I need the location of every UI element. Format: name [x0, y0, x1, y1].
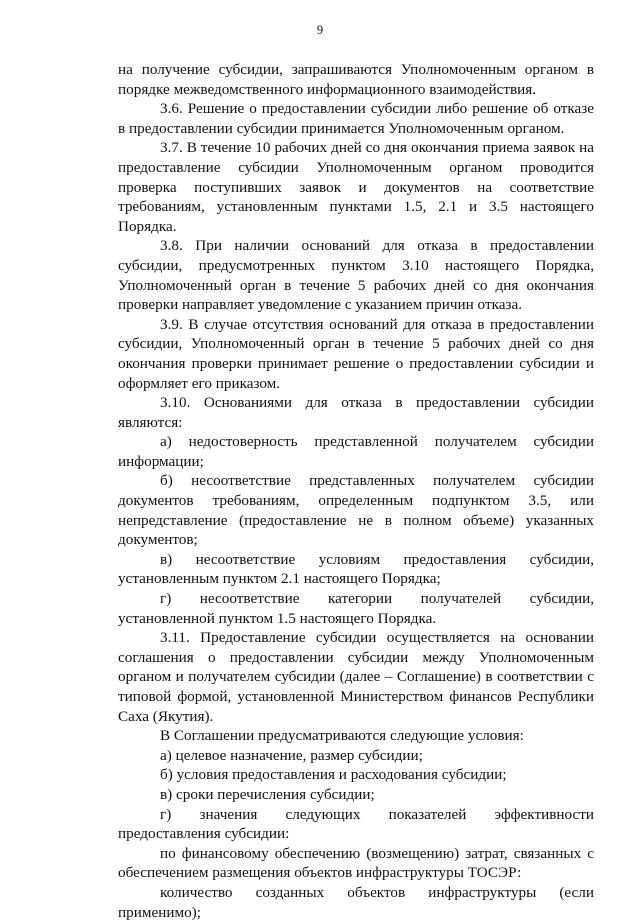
paragraph: 3.10. Основаниями для отказа в предоставлении субсидии являются: — [118, 394, 594, 431]
paragraph: г) несоответствие категории получателей субсидии, установленной пунктом 1.5 настоящего Порядка. — [118, 590, 594, 627]
paragraph: в) сроки перечисления субсидии; — [160, 785, 375, 803]
document-body — [118, 60, 594, 922]
paragraph: б) условия предоставления и расходования субсидии; — [160, 766, 507, 784]
paragraph: в) несоответствие условиям предоставления субсидии, установленным пунктом 2.1 настоящего Порядка; — [118, 550, 594, 588]
paragraph: а) недостоверность представленной получателем субсидии информации; — [118, 433, 594, 470]
page-number: 9 — [316, 23, 324, 37]
paragraph: 3.7. В течение 10 рабочих дней со дня окончания приема заявок на предоставление субсидии Уполномоченным органом проводится проверка поступивших заявок и документов на соответствие требованиям, установленным пунктами 1.5, 2.1 и 3.5 настоящего Порядка. — [118, 139, 594, 235]
paragraph: количество созданных объектов инфраструктуры (если применимо); — [118, 883, 594, 921]
paragraph: 3.9. В случае отсутствия оснований для отказа в предоставлении субсидии, Уполномоченный орган в течение 5 рабочих дней со дня окончания проверки принимает решение о предоставлении субсидии и оформляет его приказом. — [118, 315, 594, 392]
paragraph: г) значения следующих показателей эффективности предоставления субсидии: — [118, 805, 594, 843]
paragraph: 3.6. Решение о предоставлении субсидии либо решение об отказе в предоставлении субсидии принимается Уполномоченным органом. — [118, 100, 594, 137]
paragraph: 3.11. Предоставление субсидии осуществляется на основании соглашения о предоставлении субсидии между Уполномоченным органом и получателем субсидии (далее – Соглашение) в соответствии с типовой формой, установленной Министерством финансов Республики Саха (Якутия). — [118, 629, 594, 725]
paragraph: 3.8. При наличии оснований для отказа в предоставлении субсидии, предусмотренных пунктом 3.10 настоящего Порядка, Уполномоченный орган в течение 5 рабочих дней со дня окончания проверки направляет уведомление с указанием причин отказа. — [118, 237, 594, 314]
paragraph: по финансовому обеспечению (возмещению) затрат, связанных с обеспечением размещения объектов инфраструктуры ТОСЭР: — [118, 844, 594, 882]
paragraph: б) несоответствие представленных получателем субсидии документов требованиям, определенным подпунктом 3.5, или непредставление (предоставление не в полном объеме) указанных документов; — [118, 472, 594, 549]
paragraph: на получение субсидии, запрашиваются Уполномоченным органом в порядке межведомственного информационного взаимодействия. — [118, 61, 594, 98]
paragraph: В Соглашении предусматриваются следующие условия: — [160, 727, 524, 745]
paragraph: а) целевое назначение, размер субсидии; — [160, 746, 423, 764]
